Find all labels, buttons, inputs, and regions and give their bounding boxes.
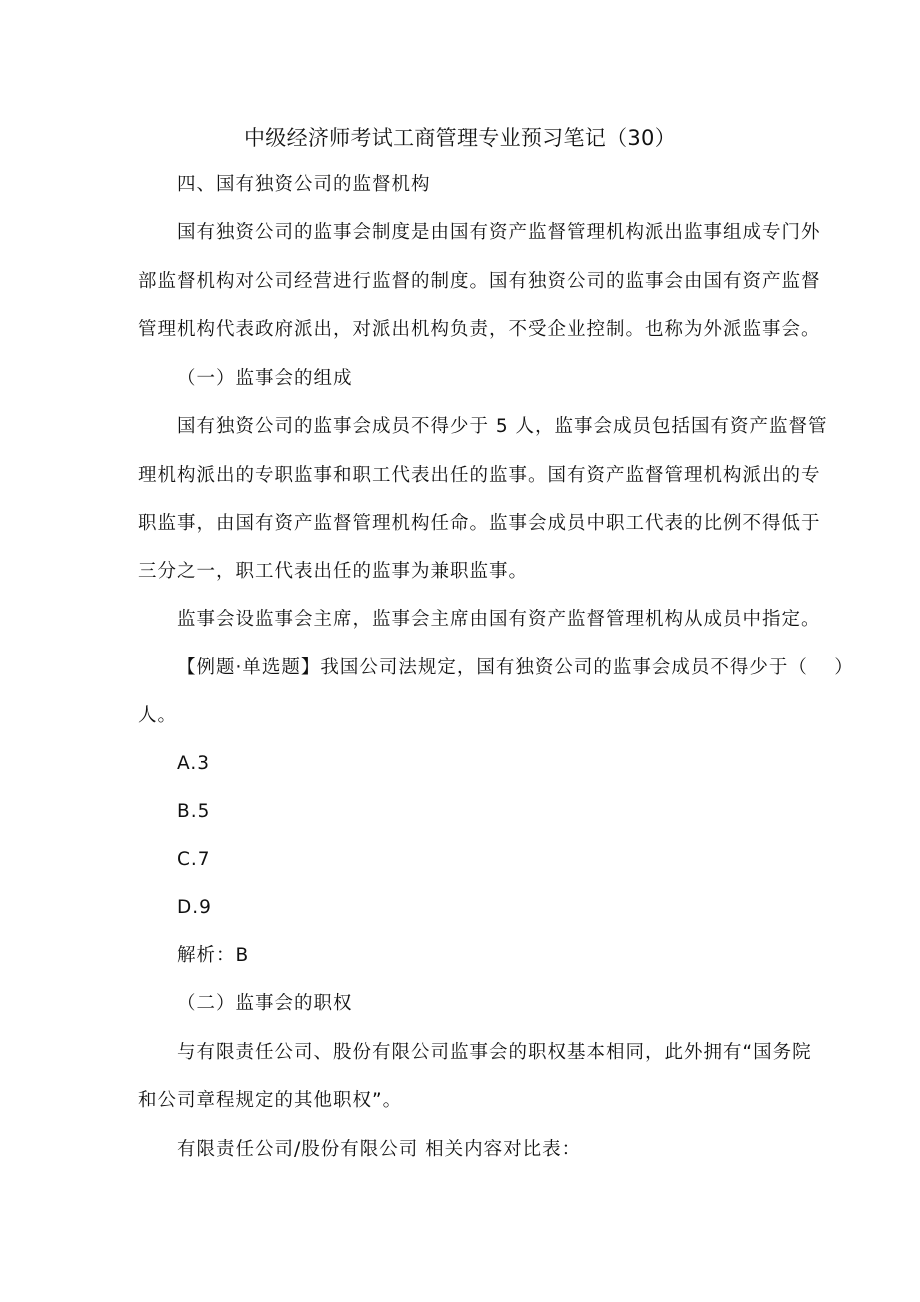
text-line: 国有独资公司的监事会成员不得少于 5 人，监事会成员包括国有资产监督管 xyxy=(177,416,828,437)
text-line: 部监督机构对公司经营进行监督的制度。国有独资公司的监事会由国有资产监督 xyxy=(138,271,821,292)
text-line: （一）监事会的组成 xyxy=(177,368,353,389)
text-line: 监事会设监事会主席，监事会主席由国有资产监督管理机构从成员中指定。 xyxy=(177,609,821,630)
text-line: 和公司章程规定的其他职权”。 xyxy=(138,1090,403,1111)
text-line: C.7 xyxy=(177,849,211,870)
text-line: A.3 xyxy=(177,753,210,774)
text-line: 与有限责任公司、股份有限公司监事会的职权基本相同，此外拥有“国务院 xyxy=(177,1042,812,1063)
text-line: 管理机构代表政府派出，对派出机构负责，不受企业控制。也称为外派监事会。 xyxy=(138,319,821,340)
text-line: 三分之一，职工代表出任的监事为兼职监事。 xyxy=(138,561,529,582)
text-line: （二）监事会的职权 xyxy=(177,993,353,1014)
text-line: B.5 xyxy=(177,801,211,822)
text-line: 有限责任公司/股份有限公司 相关内容对比表： xyxy=(177,1139,582,1160)
text-line: 四、国有独资公司的监督机构 xyxy=(177,174,431,195)
text-line: 理机构派出的专职监事和职工代表出任的监事。国有资产监督管理机构派出的专 xyxy=(138,465,821,486)
page-title: 中级经济师考试工商管理专业预习笔记（30） xyxy=(243,126,677,150)
text-line: 【例题·单选题】我国公司法规定，国有独资公司的监事会成员不得少于（ ） xyxy=(177,657,854,678)
text-line: 职监事，由国有资产监督管理机构任命。监事会成员中职工代表的比例不得低于 xyxy=(138,513,821,534)
text-line: 国有独资公司的监事会制度是由国有资产监督管理机构派出监事组成专门外 xyxy=(177,222,821,243)
text-line: 人。 xyxy=(138,705,178,726)
text-line: 解析：B xyxy=(177,945,250,966)
text-line: D.9 xyxy=(177,897,212,918)
